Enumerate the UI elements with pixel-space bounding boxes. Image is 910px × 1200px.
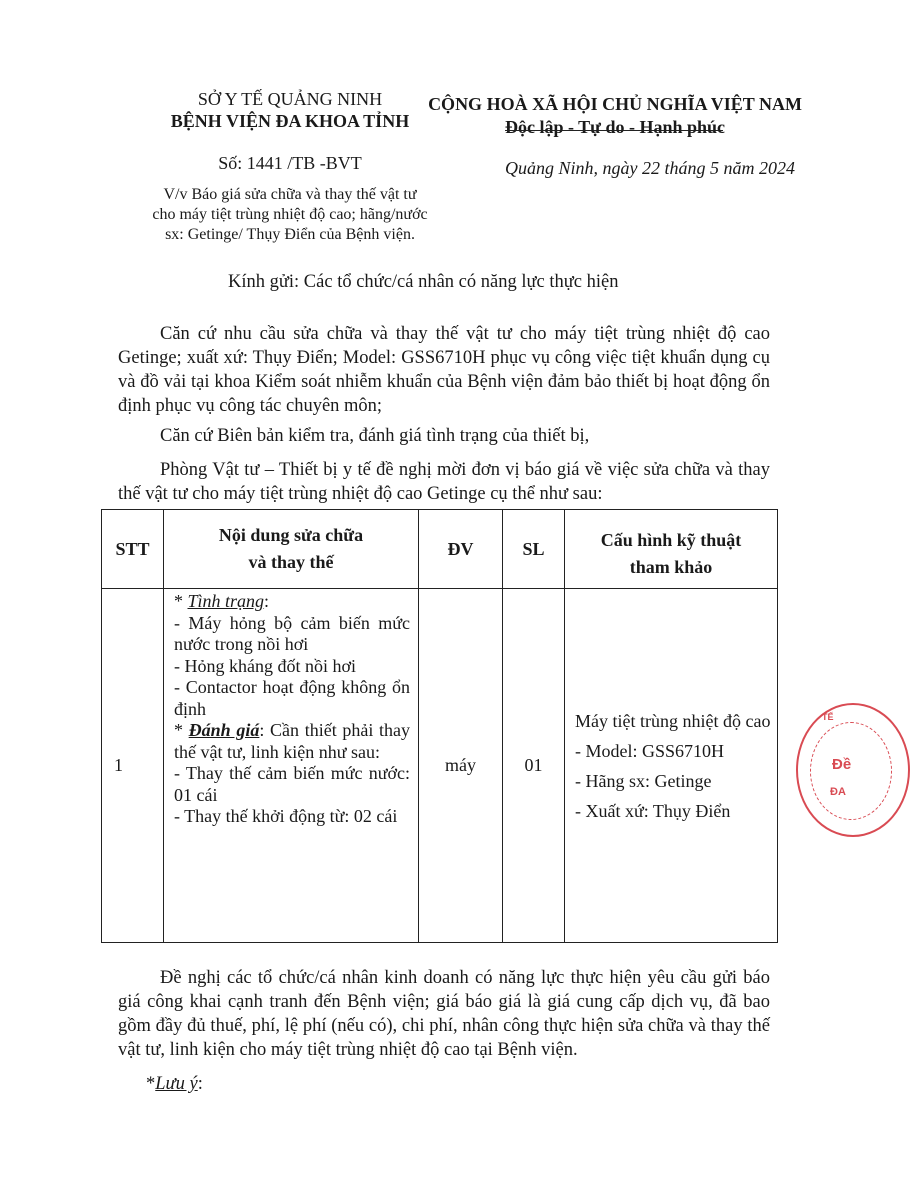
note: *Lưu ý: xyxy=(146,1074,203,1094)
replace-item-2: - Thay thế khởi động từ: 02 cái xyxy=(174,806,398,826)
header-spec xyxy=(565,510,778,589)
header-content xyxy=(164,510,419,589)
replace-item-1: - Thay thế cảm biến mức nước: 01 cái xyxy=(174,763,410,805)
paragraph-3: Phòng Vật tư – Thiết bị y tế đề nghị mời đơn vị báo giá về việc sửa chữa và thay thế vật tư cho máy tiệt trùng nhiệt độ cao Getinge cụ thể như sau: xyxy=(118,460,770,504)
status-heading: * Tình trạng: xyxy=(174,591,270,611)
national-motto: Độc lập - Tự do - Hạnh phúc xyxy=(504,117,726,137)
row-stt: 1 xyxy=(102,589,164,943)
issue-date: Quảng Ninh, ngày 22 tháng 5 năm 2024 xyxy=(505,158,795,178)
subject-line-3: sx: Getinge/ Thụy Điển của Bệnh viện. xyxy=(165,226,415,243)
header-stt: STT xyxy=(102,510,164,589)
paragraph-2: Căn cứ Biên bản kiểm tra, đánh giá tình trạng của thiết bị, xyxy=(160,426,590,446)
stamp-text-2: ĐA xyxy=(830,786,846,798)
motto-underline xyxy=(505,130,723,131)
note-label: Lưu ý xyxy=(155,1074,198,1094)
spec-line-3: - Hãng sx: Getinge xyxy=(575,770,712,791)
spec-line-2: - Model: GSS6710H xyxy=(575,740,725,761)
header-spec-line2: tham khảo xyxy=(629,557,713,577)
row-unit: máy xyxy=(419,589,503,943)
subject-line-1: V/v Báo giá sửa chữa và thay thế vật tư xyxy=(163,186,417,203)
status-item-1: - Máy hỏng bộ cảm biến mức nước trong nồi hơi xyxy=(174,612,410,654)
table-row xyxy=(102,589,778,943)
spec-line-1: Máy tiệt trùng nhiệt độ cao xyxy=(575,710,771,731)
header-qty: SL xyxy=(503,510,565,589)
header-content-line2: và thay thế xyxy=(248,552,334,572)
repair-table xyxy=(101,509,778,943)
paragraph-1: Căn cứ nhu cầu sửa chữa và thay thế vật tư cho máy tiệt trùng nhiệt độ cao Getinge; xuất xứ: Thụy Điển; Model: GSS6710H phục vụ công việc tiệt khuẩn dụng cụ và đồ vải tại khoa Kiểm soát nhiễm khuẩn của Bệnh viện đảm bảo thiết bị hoạt động ổn định phục vụ công tác chuyên môn; xyxy=(118,324,770,416)
hospital-name: BỆNH VIỆN ĐA KHOA TỈNH xyxy=(170,111,410,131)
agency-name: SỞ Y TẾ QUẢNG NINH xyxy=(197,89,383,109)
header-spec-line1: Cấu hình kỹ thuật xyxy=(600,530,742,550)
national-title: CỘNG HOÀ XÃ HỘI CHỦ NGHĨA VIỆT NAM xyxy=(428,94,802,114)
closing-paragraph: Đề nghị các tổ chức/cá nhân kinh doanh có năng lực thực hiện yêu cầu gửi báo giá công khai cạnh tranh đến Bệnh viện; giá báo giá là giá cung cấp dịch vụ, đã bao gồm đầy đủ thuế, phí, lệ phí (nếu có), chi phí, nhân công thực hiện sửa chữa và thay thế vật tư, linh kiện cho máy tiệt trùng nhiệt độ cao tại Bệnh viện. xyxy=(118,968,770,1060)
status-item-2: - Hỏng kháng đốt nồi hơi xyxy=(174,655,357,676)
subject-line-2: cho máy tiệt trùng nhiệt độ cao; hãng/nước xyxy=(152,206,428,223)
evaluation: * Đánh giá: Cần thiết phải thay thế vật tư, linh kiện như sau: xyxy=(174,720,411,762)
table-header-row xyxy=(102,510,778,589)
document-number: Số: 1441 /TB -BVT xyxy=(218,153,362,173)
header-unit: ĐV xyxy=(419,510,503,589)
status-item-3: - Contactor hoạt động không ổn định xyxy=(174,677,410,719)
row-content xyxy=(164,589,419,943)
stamp-text-3: TẾ xyxy=(822,712,834,722)
recipient: Kính gửi: Các tổ chức/cá nhân có năng lực thực hiện xyxy=(228,272,619,292)
header-content-line1: Nội dung sửa chữa xyxy=(218,525,364,545)
stamp-text-1: Đề xyxy=(832,756,852,773)
spec-line-4: - Xuất xứ: Thụy Điển xyxy=(575,800,731,821)
row-qty: 01 xyxy=(503,589,565,943)
row-spec xyxy=(565,589,778,943)
